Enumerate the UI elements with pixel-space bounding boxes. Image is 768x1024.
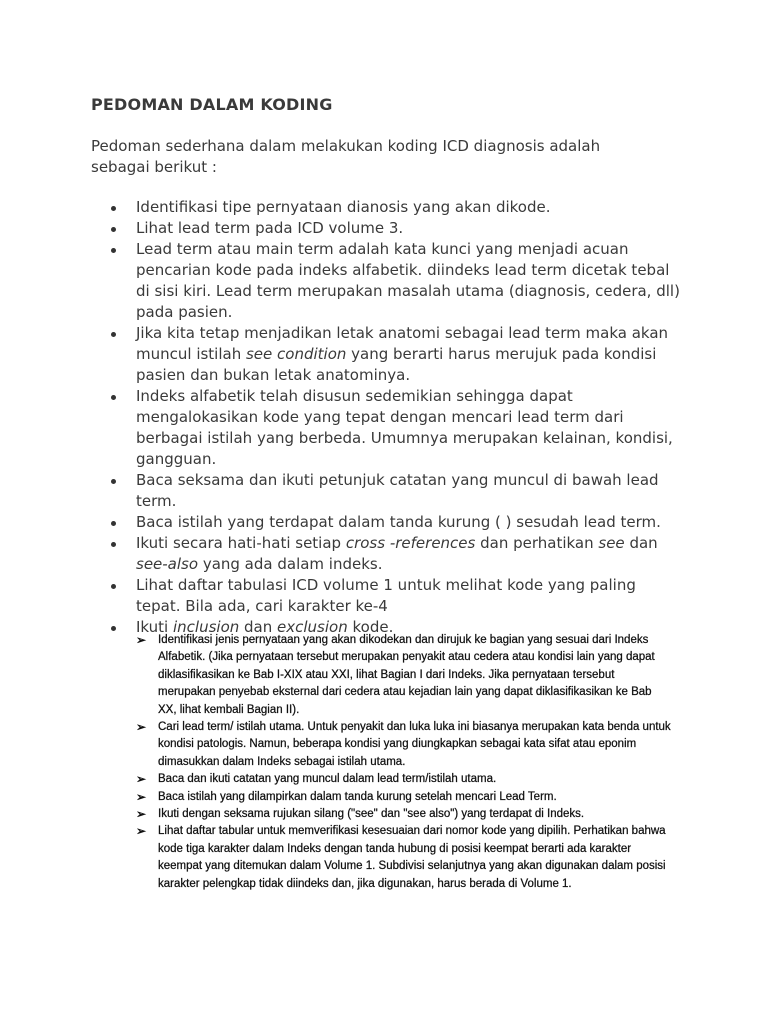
bullet-text: Baca seksama dan ikuti petunjuk catatan yang muncul di bawah lead term.: [136, 471, 659, 510]
bullet-text: Lead term atau main term adalah kata kunci yang menjadi acuan pencarian kode pada indeks alfabetik. diindeks lead term dicetak tebal di sisi kiri. Lead term merupakan masalah utama (diagnosis, cedera, dll) pada pasien.: [136, 240, 680, 321]
bullet-item: [91, 239, 681, 323]
arrow-item-text: Lihat daftar tabular untuk memverifikasi kesesuaian dari nomor kode yang dipilih. Perhatikan bahwa kode tiga karakter dalam Indeks dengan tanda hubung di posisi keempat berarti ada karakter keempat yang ditemukan dalam Volume 1. Subdivisi selanjutnya yang akan digunakan dalam posisi karakter pelengkap tidak diindeks dan, jika digunakan, harus berada di Volume 1.: [158, 825, 666, 890]
arrow-item: [136, 806, 671, 823]
bullet-item: [91, 323, 681, 386]
arrow-bullet-icon: ➢: [136, 824, 147, 839]
bullet-dot-icon: [111, 521, 116, 526]
arrow-item-text: Ikuti dengan seksama rujukan silang ("see" dan "see also") yang terdapat di Indeks.: [158, 808, 585, 821]
bullet-text: Indeks alfabetik telah disusun sedemikian sehingga dapat mengalokasikan kode yang tepat dengan mencari lead term dari berbagai istilah yang berbeda. Umumnya merupakan kelainan, kondisi, gangguan.: [136, 387, 673, 468]
bullet-dot-icon: [111, 332, 116, 337]
arrow-bullet-icon: ➢: [136, 720, 147, 735]
bullet-dot-icon: [111, 542, 116, 547]
bullet-text: Baca istilah yang terdapat dalam tanda kurung ( ) sesudah lead term.: [136, 513, 661, 531]
bullet-text: Jika kita tetap menjadikan letak anatomi sebagai lead term maka akan muncul istilah: [136, 324, 669, 363]
bullet-text: Ikuti secara hati-hati setiap: [136, 534, 346, 552]
italic-term: see: [598, 534, 625, 552]
bullet-item: [91, 197, 681, 218]
italic-term: see-also: [136, 555, 199, 573]
arrow-bullet-icon: ➢: [136, 789, 147, 804]
arrow-item-text: Cari lead term/ istilah utama. Untuk penyakit dan luka luka ini biasanya merupakan kata benda untuk kondisi patologis. Namun, beberapa kondisi yang diungkapkan sebagai kata sifat atau eponim dimasukkan dalam Indeks sebagai istilah utama.: [158, 721, 671, 768]
bullet-text: Identifikasi tipe pernyataan dianosis yang akan dikode.: [136, 198, 551, 216]
arrow-item: [136, 632, 671, 719]
arrow-item: [136, 719, 671, 771]
intro-paragraph: Pedoman sederhana dalam melakukan koding ICD diagnosis adalah sebagai berikut :: [91, 137, 601, 176]
arrow-item-text: Baca istilah yang dilampirkan dalam tanda kurung setelah mencari Lead Term.: [158, 790, 557, 803]
bullet-dot-icon: [111, 206, 116, 211]
bullet-text: Lihat daftar tabulasi ICD volume 1 untuk melihat kode yang paling tepat. Bila ada, cari karakter ke-4: [136, 576, 636, 615]
italic-term: see condition: [245, 345, 347, 363]
bullet-text: dan perhatikan: [475, 534, 599, 552]
bullet-item: [91, 575, 681, 617]
bullet-text: kode.: [347, 618, 394, 636]
arrow-bullet-icon: ➢: [136, 772, 147, 787]
arrow-item-text: Baca dan ikuti catatan yang muncul dalam lead term/istilah utama.: [158, 773, 497, 786]
italic-term: inclusion: [172, 618, 240, 636]
arrow-bullet-icon: ➢: [136, 633, 147, 647]
arrow-item: [136, 771, 671, 788]
bullet-item: [91, 218, 681, 239]
bullet-text: Ikuti: [136, 618, 173, 636]
bullet-text: dan: [239, 618, 278, 636]
bullet-dot-icon: [111, 626, 116, 631]
bullet-dot-icon: [111, 479, 116, 484]
bullet-text: dan: [624, 534, 658, 552]
bullet-dot-icon: [111, 395, 116, 400]
bullet-text: Lihat lead term pada ICD volume 3.: [136, 219, 404, 237]
bullet-item: [91, 470, 681, 512]
guideline-bullet-list: [91, 197, 681, 638]
bullet-item: [91, 386, 681, 470]
bullet-text: yang ada dalam indeks.: [198, 555, 383, 573]
bullet-dot-icon: [111, 584, 116, 589]
bullet-dot-icon: [111, 227, 116, 232]
arrow-item: [136, 789, 671, 806]
italic-term: cross -references: [345, 534, 476, 552]
bullet-dot-icon: [111, 248, 116, 253]
bullet-item: [91, 512, 681, 533]
guideline-arrow-list: [136, 632, 671, 893]
italic-term: exclusion: [277, 618, 348, 636]
bullet-item: [91, 533, 681, 575]
arrow-item: [136, 823, 671, 893]
arrow-item-text: Identifikasi jenis pernyataan yang akan dikodekan dan dirujuk ke bagian yang sesuai dari Indeks Alfabetik. (Jika pernyataan tersebut merupakan penyakit atau cedera atau kondisi lain yang dapat diklasifikasikan ke Bab I-XIX atau XXI, lihat Bagian I dari Indeks. Jika pernyataan tersebut merupakan penyebab eksternal dari cedera atau kejadian lain yang dapat diklasifikasikan ke Bab XX, lihat kembali Bagian II).: [158, 634, 655, 716]
bullet-text: yang berarti harus merujuk pada kondisi pasien dan bukan letak anatominya.: [136, 345, 657, 384]
arrow-bullet-icon: ➢: [136, 807, 147, 822]
page-title: PEDOMAN DALAM KODING: [91, 95, 333, 114]
